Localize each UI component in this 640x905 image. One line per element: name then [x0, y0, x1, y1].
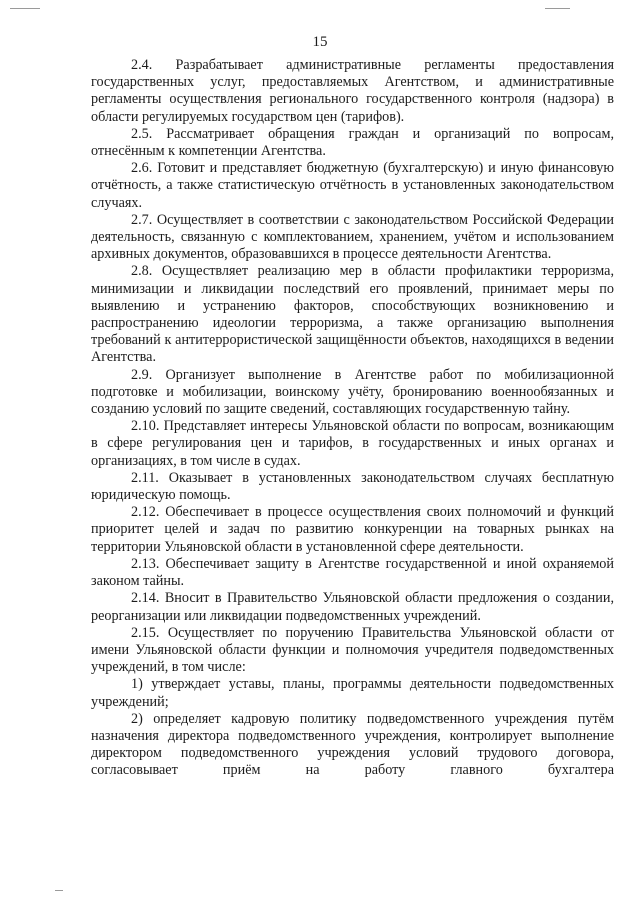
paragraph-2-8: 2.8. Осуществляет реализацию мер в области профилактики терроризма, минимизации и ликвидации последствий его проявлений, принимает меры по выявлению и устранению факторов, способствующих возникновению и распространению идеологии терроризма, а также организацию выполнения требований к антитеррористической защищённости объектов, находящихся в ведении Агентства.: [91, 263, 614, 366]
list-item-2: 2) определяет кадровую политику подведомственного учреждения путём назначения директора подведомственного учреждения, контролирует выполнение директором подведомственного учреждения условий трудового договора, согласовывает приём на работу главного бухгалтера: [91, 710, 614, 779]
paragraph-2-15: 2.15. Осуществляет по поручению Правительства Ульяновской области от имени Ульяновской области функции и полномочия учредителя подведомственных учреждений, в том числе:: [91, 624, 614, 676]
paragraph-2-4: 2.4. Разрабатывает административные регламенты предоставления государственных услуг, предоставляемых Агентством, и административные регламенты осуществления регионального государственного контроля (надзора) в области регулируемых государством цен (тарифов).: [91, 57, 614, 125]
paragraph-2-10: 2.10. Представляет интересы Ульяновской области по вопросам, возникающим в сфере регулирования цен и тарифов, в государственных и иных органах и организациях, в том числе в судах.: [91, 418, 614, 469]
scan-artifact-top-right: [545, 8, 570, 9]
document-body: [91, 57, 614, 780]
page-number: 15: [312, 34, 328, 50]
paragraph-2-7: 2.7. Осуществляет в соответствии с законодательством Российской Федерации деятельность, связанную с комплектованием, хранением, учётом и использованием архивных документов, образовавшихся в процессе деятельности Агентства.: [91, 211, 614, 263]
paragraph-2-13: 2.13. Обеспечивает защиту в Агентстве государственной и иной охраняемой законом тайны.: [91, 555, 614, 590]
paragraph-2-5: 2.5. Рассматривает обращения граждан и организаций по вопросам, отнесённым к компетенции Агентства.: [91, 125, 614, 160]
paragraph-2-11: 2.11. Оказывает в установленных законодательством случаях бесплатную юридическую помощь.: [91, 469, 614, 504]
paragraph-2-6: 2.6. Готовит и представляет бюджетную (бухгалтерскую) и иную финансовую отчётность, а также статистическую отчётность в установленных законодательством случаях.: [91, 160, 614, 211]
paragraph-2-12: 2.12. Обеспечивает в процессе осуществления своих полномочий и функций приоритет целей и задач по развитию конкуренции на товарных рынках на территории Ульяновской области в установленной сфере деятельности.: [91, 504, 614, 555]
scan-artifact-bottom-left: [55, 890, 63, 891]
paragraph-2-9: 2.9. Организует выполнение в Агентстве работ по мобилизационной подготовке и мобилизации, воинскому учёту, бронированию военнообязанных и созданию условий по защите сведений, составляющих государственную тайну.: [91, 366, 614, 418]
list-item-1: 1) утверждает уставы, планы, программы деятельности подведомственных учреждений;: [91, 676, 614, 710]
scan-artifact-top-left: [10, 8, 40, 9]
paragraph-2-14: 2.14. Вносит в Правительство Ульяновской области предложения о создании, реорганизации или ликвидации подведомственных учреждений.: [91, 590, 614, 624]
